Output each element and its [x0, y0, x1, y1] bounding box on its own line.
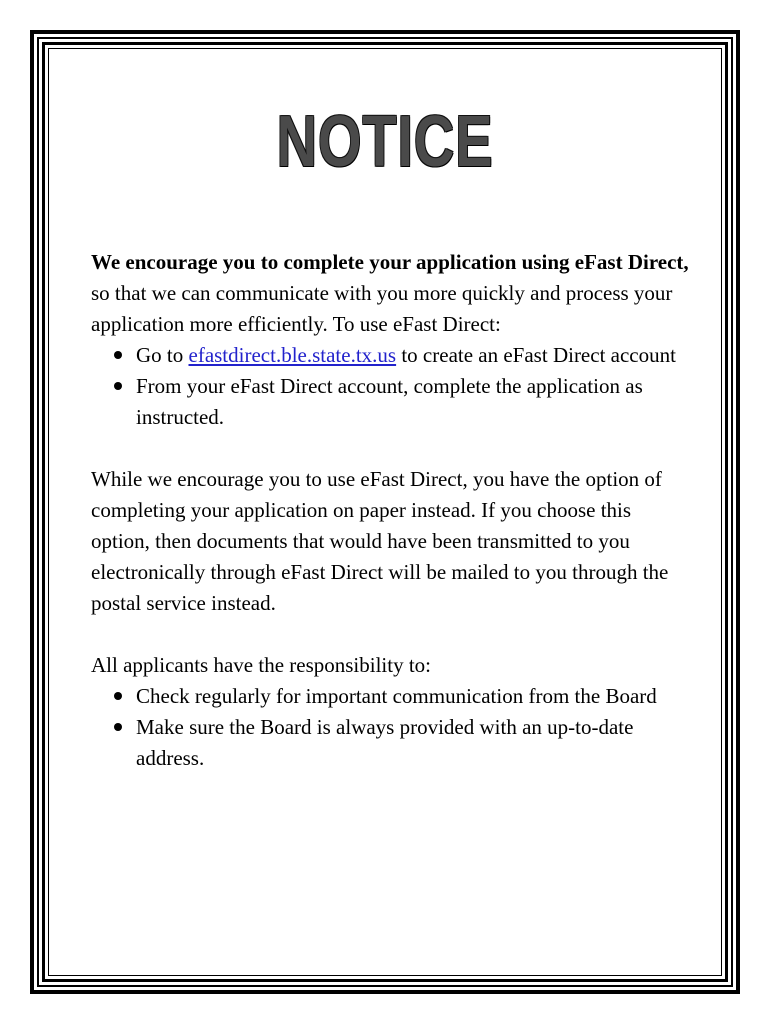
list-item: Check regularly for important communication from the Board: [136, 681, 691, 712]
step-text-before: Go to: [136, 343, 189, 367]
notice-title: NOTICE: [276, 102, 494, 182]
responsibility-intro: All applicants have the responsibility to:: [91, 653, 432, 677]
efast-steps-list: [91, 340, 691, 433]
efast-direct-link[interactable]: efastdirect.ble.state.tx.us: [188, 343, 397, 367]
list-item: From your eFast Direct account, complete the application as instructed.: [136, 371, 691, 433]
responsibility-list: [91, 681, 691, 774]
step-text-after: to create an eFast Direct account: [396, 343, 676, 367]
intro-paragraph: [91, 247, 691, 340]
list-item: Make sure the Board is always provided with an up-to-date address.: [136, 712, 691, 774]
intro-bold-text: We encourage you to complete your application using eFast Direct,: [91, 250, 689, 274]
intro-text: so that we can communicate with you more quickly and process your application more efficiently. To use eFast Direct:: [91, 281, 673, 336]
paper-option-paragraph: While we encourage you to use eFast Direct, you have the option of completing your application on paper instead. If you choose this option, then documents that would have been transmitted to you electronically through eFast Direct will be mailed to you through the postal service instead.: [91, 467, 669, 615]
notice-body: [91, 247, 691, 774]
list-item: [136, 340, 691, 371]
